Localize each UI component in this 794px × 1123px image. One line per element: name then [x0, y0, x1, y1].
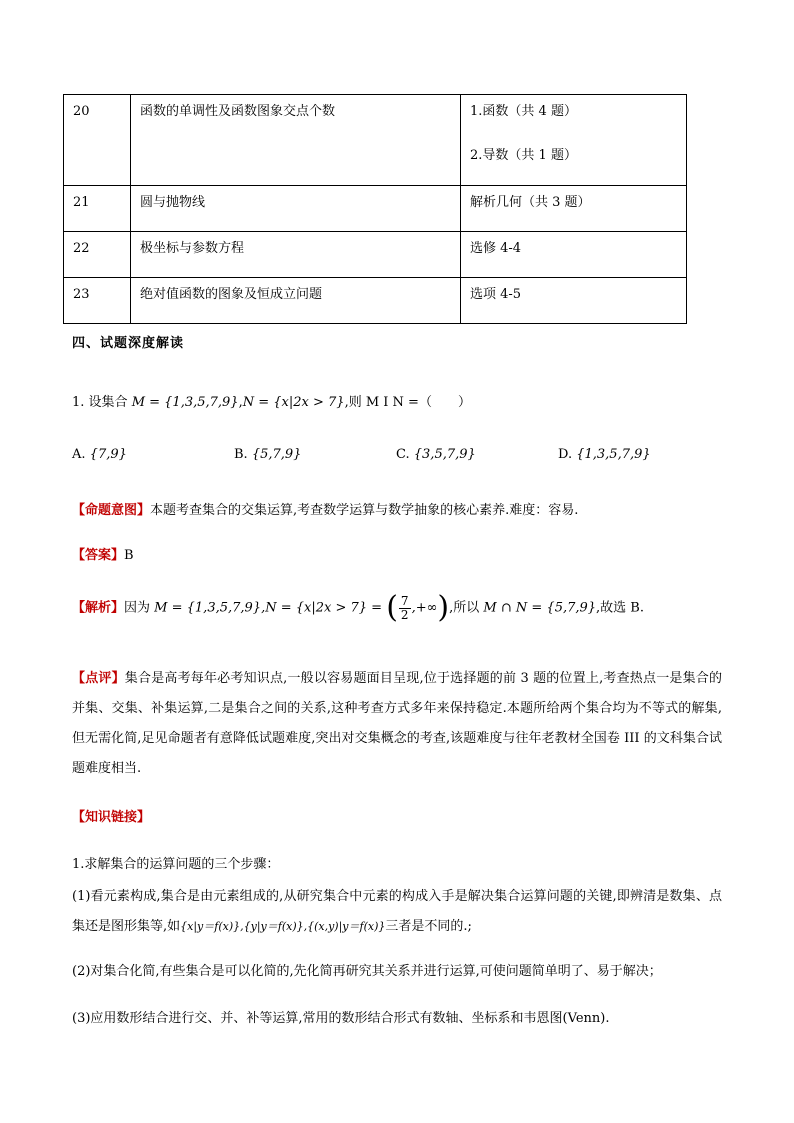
- option-b[interactable]: [234, 447, 301, 462]
- separator: ,: [238, 395, 243, 410]
- option-label: A.: [72, 447, 86, 462]
- category-line: 2.导数（共 1 题）: [470, 148, 577, 163]
- set-n: N = {x|2x > 7}: [242, 395, 345, 410]
- stem-prefix: 1. 设集合: [72, 395, 128, 410]
- option-value: {7,9}: [89, 447, 127, 462]
- topic-description: 极坐标与参数方程: [131, 232, 461, 278]
- knowledge-title: 1.求解集合的运算问题的三个步骤：: [72, 857, 280, 872]
- topic-category: [461, 95, 687, 186]
- answer-text: B: [124, 548, 134, 563]
- step-text: 三者是不同的.;: [385, 919, 472, 934]
- option-label: C.: [396, 447, 410, 462]
- table-row: [64, 186, 687, 232]
- comment-paragraph: [72, 664, 722, 784]
- question-number: 21: [64, 186, 131, 232]
- analysis-line: [72, 590, 644, 625]
- intent-line: [72, 499, 578, 518]
- option-label: D.: [558, 447, 573, 462]
- answer-tag: 【答案】: [72, 548, 125, 563]
- option-a[interactable]: [72, 447, 127, 462]
- fraction-denominator: 2: [400, 607, 409, 622]
- table-row: [64, 278, 687, 324]
- topic-description: 圆与抛物线: [131, 186, 461, 232]
- analysis-text: ,所以: [449, 600, 480, 616]
- fraction: [399, 595, 411, 622]
- step-text: (1)看元素构成,集合是由元素组成的,从研究集合中元素的构成入手是解决集合运算问题的关键,即辨清是数集、点集还是图形集等,如: [72, 889, 722, 934]
- comment-tag: 【点评】: [72, 671, 125, 686]
- question-number: 20: [64, 95, 131, 186]
- analysis-set-m: M = {1,3,5,7,9}: [154, 600, 262, 616]
- option-value: {1,3,5,7,9}: [576, 447, 651, 462]
- option-label: B.: [234, 447, 248, 462]
- answer-line: [72, 544, 134, 563]
- question-stem: [72, 391, 471, 410]
- topic-description: 绝对值函数的图象及恒成立问题: [131, 278, 461, 324]
- knowledge-step-3: (3)应用数形结合进行交、并、补等运算,常用的数形结合形式有数轴、坐标系和韦恩图(Venn).: [72, 1011, 610, 1026]
- question-number: 22: [64, 232, 131, 278]
- table-row: [64, 232, 687, 278]
- close-paren: ): [437, 590, 450, 625]
- topic-table: [63, 94, 687, 324]
- knowledge-tag-line: [72, 806, 150, 825]
- stem-suffix: ,则 M I N =（ ）: [344, 395, 471, 410]
- topic-description: 函数的单调性及函数图象交点个数: [131, 95, 461, 186]
- knowledge-tag: 【知识链接】: [72, 810, 151, 825]
- category-line: 1.函数（共 4 题）: [470, 104, 577, 119]
- topic-category: 选修 4-4: [461, 232, 687, 278]
- interval-tail: ,+∞: [411, 600, 438, 616]
- comment-text: 集合是高考每年必考知识点,一般以容易题面目呈现,位于选择题的前 3 题的位置上,考查热点一是集合的并集、交集、补集运算,二是集合之间的关系,这种考查方式多年来保持稳定.本题所给两个集合均为不等式的解集,但无需化简,足见命题者有意降低试题难度,突出对交集概念的考查,该题难度与往年老教材全国卷 III 的文科集合试题难度相当.: [72, 671, 722, 776]
- step-math: {x|y＝f(x)},{y|y＝f(x)},{(x,y)|y＝f(x)}: [180, 920, 386, 933]
- analysis-tag: 【解析】: [72, 600, 125, 616]
- option-d[interactable]: [558, 447, 651, 462]
- knowledge-step-1: [72, 882, 722, 942]
- analysis-text: 因为: [124, 600, 151, 616]
- section-heading: 四、试题深度解读: [72, 336, 185, 351]
- analysis-text: ,故选 B.: [596, 600, 644, 616]
- analysis-result: M ∩ N = {5,7,9}: [483, 600, 597, 616]
- open-paren: (: [386, 590, 398, 625]
- fraction-numerator: 7: [400, 593, 409, 608]
- intent-tag: 【命题意图】: [72, 503, 151, 518]
- knowledge-step-2: (2)对集合化简,有些集合是可以化简的,先化简再研究其关系并进行运算,可使问题简单明了、易于解决；: [72, 964, 662, 979]
- analysis-set-n: ,N = {x|2x > 7} =: [261, 600, 383, 616]
- option-c[interactable]: [396, 447, 476, 462]
- option-value: {5,7,9}: [251, 447, 302, 462]
- question-number: 23: [64, 278, 131, 324]
- set-m: M = {1,3,5,7,9}: [131, 395, 239, 410]
- topic-category: 解析几何（共 3 题）: [461, 186, 687, 232]
- option-value: {3,5,7,9}: [413, 447, 476, 462]
- answer-options: [72, 447, 712, 467]
- intent-text: 本题考查集合的交集运算,考查数学运算与数学抽象的核心素养.难度：容易.: [150, 503, 579, 518]
- table-row: [64, 95, 687, 186]
- topic-category: 选项 4-5: [461, 278, 687, 324]
